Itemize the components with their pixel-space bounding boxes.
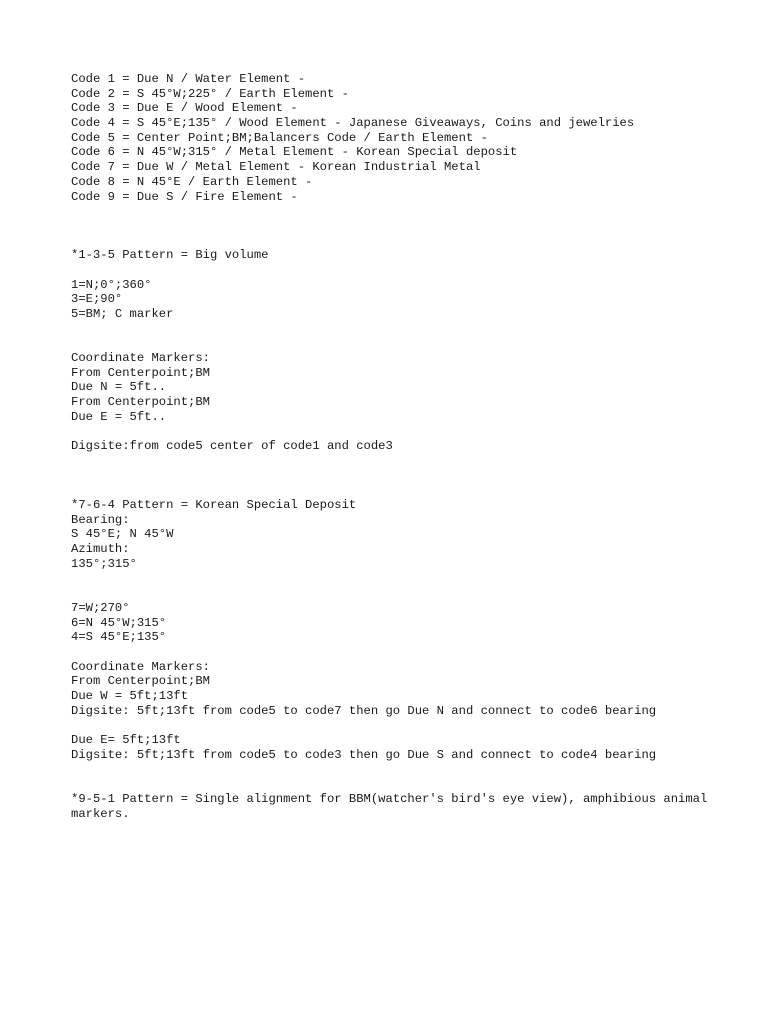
pattern-7-6-4-point-6: 6=N 45°W;315° xyxy=(71,615,167,630)
code-line-2: Code 2 = S 45°W;225° / Earth Element - xyxy=(71,86,349,101)
pattern-1-3-5-marker-line: From Centerpoint;BM xyxy=(71,395,210,410)
pattern-1-3-5-title: *1-3-5 Pattern = Big volume xyxy=(71,248,269,263)
code-line-9: Code 9 = Due S / Fire Element - xyxy=(71,189,298,204)
pattern-7-6-4 xyxy=(71,498,711,762)
pattern-7-6-4-marker-line: Due W = 5ft;13ft xyxy=(71,688,189,703)
pattern-7-6-4-digsite-east: Digsite: 5ft;13ft from code5 to code3 then go Due S and connect to code4 bearing xyxy=(71,747,657,762)
pattern-1-3-5-point-5: 5=BM; C marker xyxy=(71,307,174,322)
code-line-8: Code 8 = N 45°E / Earth Element - xyxy=(71,174,313,189)
pattern-1-3-5-point-1: 1=N;0°;360° xyxy=(71,277,152,292)
pattern-7-6-4-bearing-label: Bearing: xyxy=(71,512,130,527)
pattern-7-6-4-azimuth-value: 135°;315° xyxy=(71,556,137,571)
pattern-7-6-4-markers-heading: Coordinate Markers: xyxy=(71,659,210,674)
pattern-7-6-4-bearing-value: S 45°E; N 45°W xyxy=(71,527,174,542)
code-line-5: Code 5 = Center Point;BM;Balancers Code / Earth Element - xyxy=(71,130,488,145)
code-list xyxy=(71,72,711,204)
document-page xyxy=(71,72,715,821)
pattern-7-6-4-point-7: 7=W;270° xyxy=(71,600,130,615)
pattern-7-6-4-digsite-west: Digsite: 5ft;13ft from code5 to code7 then go Due N and connect to code6 bearing xyxy=(71,703,657,718)
pattern-7-6-4-marker-line: From Centerpoint;BM xyxy=(71,674,210,689)
code-line-1: Code 1 = Due N / Water Element - xyxy=(71,72,306,86)
pattern-1-3-5-marker-line: Due E = 5ft.. xyxy=(71,409,167,424)
pattern-9-5-1 xyxy=(71,791,715,821)
pattern-1-3-5-digsite: Digsite:from code5 center of code1 and code3 xyxy=(71,439,393,454)
code-line-6: Code 6 = N 45°W;315° / Metal Element - Korean Special deposit xyxy=(71,145,518,160)
pattern-7-6-4-point-4: 4=S 45°E;135° xyxy=(71,630,167,645)
pattern-7-6-4-azimuth-label: Azimuth: xyxy=(71,542,130,557)
pattern-7-6-4-due-east: Due E= 5ft;13ft xyxy=(71,733,181,748)
pattern-7-6-4-title: *7-6-4 Pattern = Korean Special Deposit xyxy=(71,498,357,513)
code-line-7: Code 7 = Due W / Metal Element - Korean Industrial Metal xyxy=(71,160,481,175)
code-line-4: Code 4 = S 45°E;135° / Wood Element - Japanese Giveaways, Coins and jewelries xyxy=(71,116,635,131)
pattern-1-3-5-marker-line: From Centerpoint;BM xyxy=(71,365,210,380)
pattern-1-3-5-point-3: 3=E;90° xyxy=(71,292,123,307)
pattern-9-5-1-title: *9-5-1 Pattern = Single alignment for BBM(watcher's bird's eye view), amphibious animal markers. xyxy=(71,791,715,821)
pattern-1-3-5 xyxy=(71,248,711,454)
code-line-3: Code 3 = Due E / Wood Element - xyxy=(71,101,298,116)
pattern-1-3-5-markers-heading: Coordinate Markers: xyxy=(71,351,210,366)
pattern-1-3-5-marker-line: Due N = 5ft.. xyxy=(71,380,167,395)
